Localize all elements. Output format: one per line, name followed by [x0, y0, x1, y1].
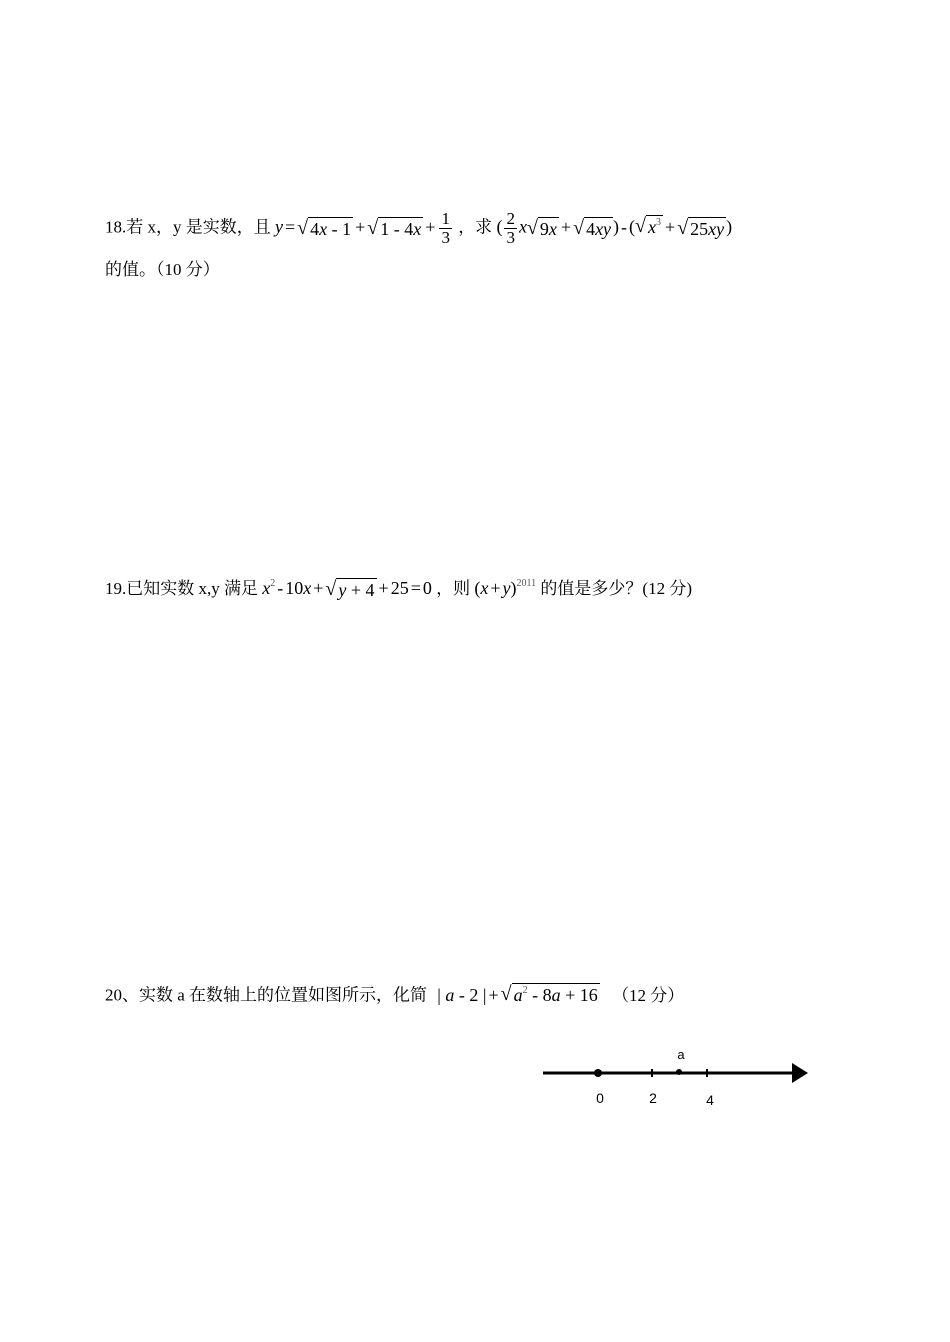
- q18-lead: 18.若 x，y 是实数，且: [105, 217, 271, 237]
- point-a-label: a: [677, 1047, 685, 1062]
- tick-0-dot: [594, 1069, 602, 1077]
- q19-expression: $(x + y)^{2011}$: [474, 578, 537, 598]
- q19-mid: ，则: [436, 578, 471, 598]
- question-20: [105, 983, 684, 1010]
- number-line-figure: [540, 1042, 820, 1112]
- tick-label-4: 4: [706, 1092, 714, 1108]
- q18-expression: ( $\frac{2}{3}$ x √ 9x + √ 4xy ) - ( √ $x^3$ + √ 25xy ): [496, 209, 733, 247]
- q20-square: 2: [522, 985, 528, 997]
- q19-lead: 19.已知实数 x,y 满足: [105, 578, 258, 598]
- number-line-arrow: [792, 1063, 808, 1083]
- q19-exponent: 2011: [516, 578, 537, 589]
- q19-square: 2: [270, 578, 276, 589]
- q19-equation: $x^2 - 10x$ + √ y + 4 + 25 = 0: [262, 578, 432, 601]
- question-18-tail: [105, 258, 220, 282]
- question-19: [105, 576, 692, 604]
- question-18: [105, 210, 732, 247]
- point-a-dot: [676, 1069, 682, 1075]
- q19-tail: 的值是多少？(12 分): [540, 578, 692, 598]
- q20-lead: 20、实数 a 在数轴上的位置如图所示，化简: [105, 985, 428, 1005]
- q18-mid: ，求: [458, 217, 493, 237]
- tick-label-2: 2: [649, 1090, 657, 1106]
- q20-tail: （12 分）: [612, 985, 685, 1005]
- q18-equation: y = √ 4x - 1 + √ 1 - 4x + $\frac{1}{3}$: [275, 209, 450, 247]
- q18-tail: 的值。（10 分）: [105, 260, 220, 279]
- tick-label-0: 0: [596, 1090, 604, 1106]
- q20-expression: | a - 2 | + √ $a^2 - 8a + 16$: [437, 983, 600, 1010]
